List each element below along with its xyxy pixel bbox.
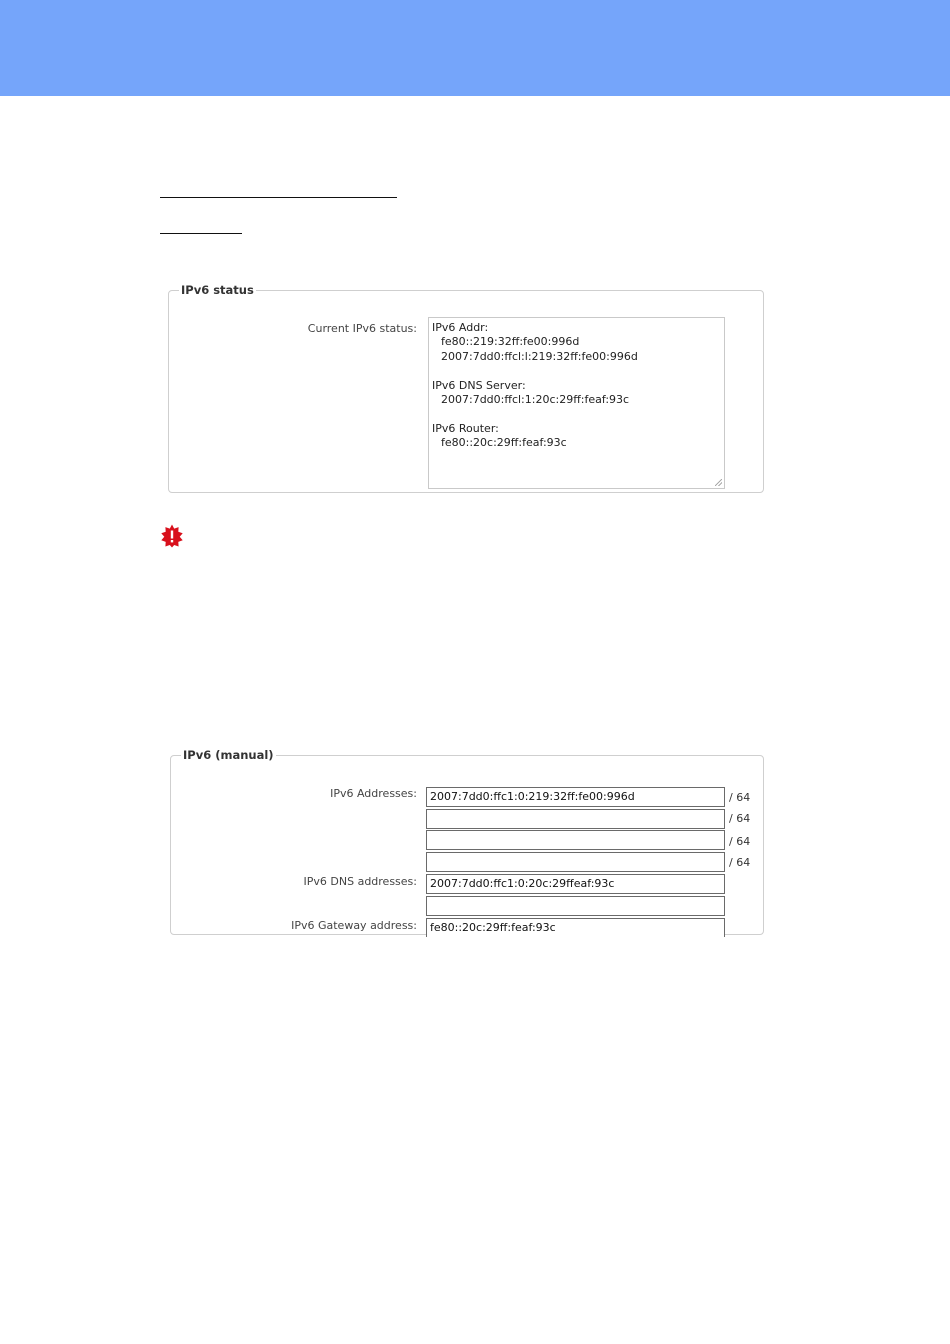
addresses-label: IPv6 Addresses: xyxy=(330,787,417,800)
dns-address-field[interactable]: 2007:7dd0:ffc1:0:20c:29ffeaf:93c xyxy=(426,874,725,894)
dns-heading: IPv6 DNS Server: xyxy=(432,378,526,392)
ipv6-address-field[interactable] xyxy=(426,852,725,872)
gateway-address-field[interactable]: fe80::20c:29ff:feaf:93c xyxy=(426,918,725,937)
ipv6-status-legend: IPv6 status xyxy=(181,283,254,297)
resize-grip-icon[interactable] xyxy=(715,479,722,486)
dns-addresses-label: IPv6 DNS addresses: xyxy=(303,875,417,888)
prefix-length: / 64 xyxy=(729,791,751,804)
ipv6-address-field[interactable]: 2007:7dd0:ffc1:0:219:32ff:fe00:996d xyxy=(426,787,725,807)
subheading-underline xyxy=(160,233,242,234)
prefix-length: / 64 xyxy=(729,856,751,869)
ipv6-manual-legend: IPv6 (manual) xyxy=(183,748,274,762)
heading-underline xyxy=(160,197,397,198)
current-status-label: Current IPv6 status: xyxy=(307,322,417,335)
router-line: fe80::20c:29ff:feaf:93c xyxy=(441,436,567,450)
dns-line: 2007:7dd0:ffcl:1:20c:29ff:feaf:93c xyxy=(441,393,630,407)
ipv6-address-field[interactable] xyxy=(426,830,725,850)
prefix-length: / 64 xyxy=(729,835,751,848)
addr-line: 2007:7dd0:ffcl:l:219:32ff:fe00:996d xyxy=(441,349,638,363)
header-bar xyxy=(0,0,950,96)
warning-burst-icon xyxy=(160,524,184,548)
ipv6-address-field[interactable] xyxy=(426,809,725,829)
router-heading: IPv6 Router: xyxy=(432,421,499,435)
dns-address-field[interactable] xyxy=(426,896,725,916)
ipv6-manual-panel xyxy=(170,748,764,935)
current-status-textarea[interactable] xyxy=(428,317,725,489)
addr-heading: IPv6 Addr: xyxy=(432,321,489,334)
addr-line: fe80::219:32ff:fe00:996d xyxy=(441,335,580,349)
ipv6-status-panel xyxy=(168,283,764,493)
prefix-length: / 64 xyxy=(729,812,751,825)
gateway-label: IPv6 Gateway address: xyxy=(291,919,417,932)
